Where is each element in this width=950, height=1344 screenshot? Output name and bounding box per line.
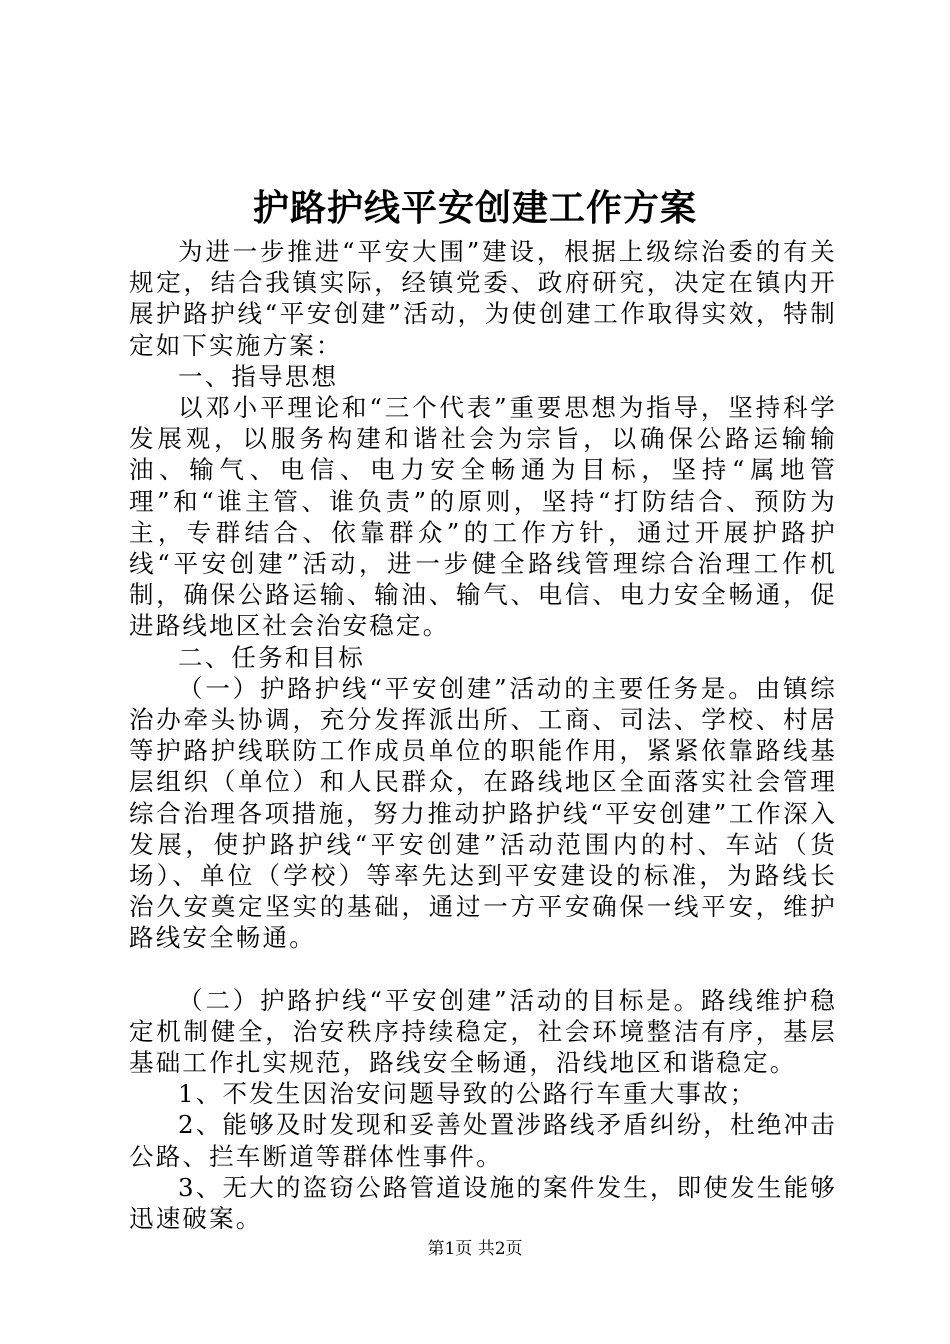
guiding-ideology-paragraph: 以邓小平理论和“三个代表”重要思想为指导，坚持科学发展观，以服务构建和谐社会为宗旨，以确保公路运输输油、输气、电信、电力安全畅通为目标，坚持“属地管理”和“谁主管、谁负责”的原则，坚持“打防结合、预防为主，专群结合、依靠群众”的工作方针，通过开展护路护线“平安创建”活动，进一步健全路线管理综合治理工作机制，确保公路运输、输油、输气、电信、电力安全畅通，促进路线地区社会治安稳定。 [129,393,837,641]
section-heading-tasks-goals: 二、任务和目标 [178,642,365,672]
section-heading-guiding-ideology: 一、指导思想 [178,361,339,391]
document-body [129,236,837,1234]
document-title: 护路护线平安创建工作方案 [252,187,697,229]
intro-paragraph: 为进一步推进“平安大围”建设，根据上级综治委的有关规定，结合我镇实际，经镇党委、政府研究，决定在镇内开展护路护线“平安创建”活动，为使创建工作取得实效，特制定如下实施方案： [129,237,837,360]
goals-paragraph: （二）护路护线“平安创建”活动的目标是。路线维护稳定机制健全，治安秩序持续稳定，社会环境整洁有序，基层基础工作扎实规范，路线安全畅通，沿线地区和谐稳定。 [129,985,837,1078]
page-footer: 第1页 共2页 [427,1239,523,1259]
goal-item-2: 2、能够及时发现和妥善处置涉路线矛盾纠纷，杜绝冲击公路、拦车断道等群体性事件。 [129,1110,837,1171]
goal-item-1: 1、不发生因治安问题导致的公路行车重大事故； [178,1079,757,1109]
goal-item-3: 3、无大的盗窃公路管道设施的案件发生，即使发生能够迅速破案。 [129,1172,837,1234]
main-tasks-paragraph: （一）护路护线“平安创建”活动的主要任务是。由镇综治办牵头协调，充分发挥派出所、工商、司法、学校、村居等护路护线联防工作成员单位的职能作用，紧紧依靠路线基层组织（单位）和人民群众，在路线地区全面落实社会管理综合治理各项措施，努力推动护路护线“平安创建”工作深入发展，使护路护线“平安创建”活动范围内的村、车站（货场）、单位（学校）等率先达到平安建设的标准，为路线长治久安奠定坚实的基础，通过一方平安确保一线平安，维护路线安全畅通。 [129,673,837,953]
